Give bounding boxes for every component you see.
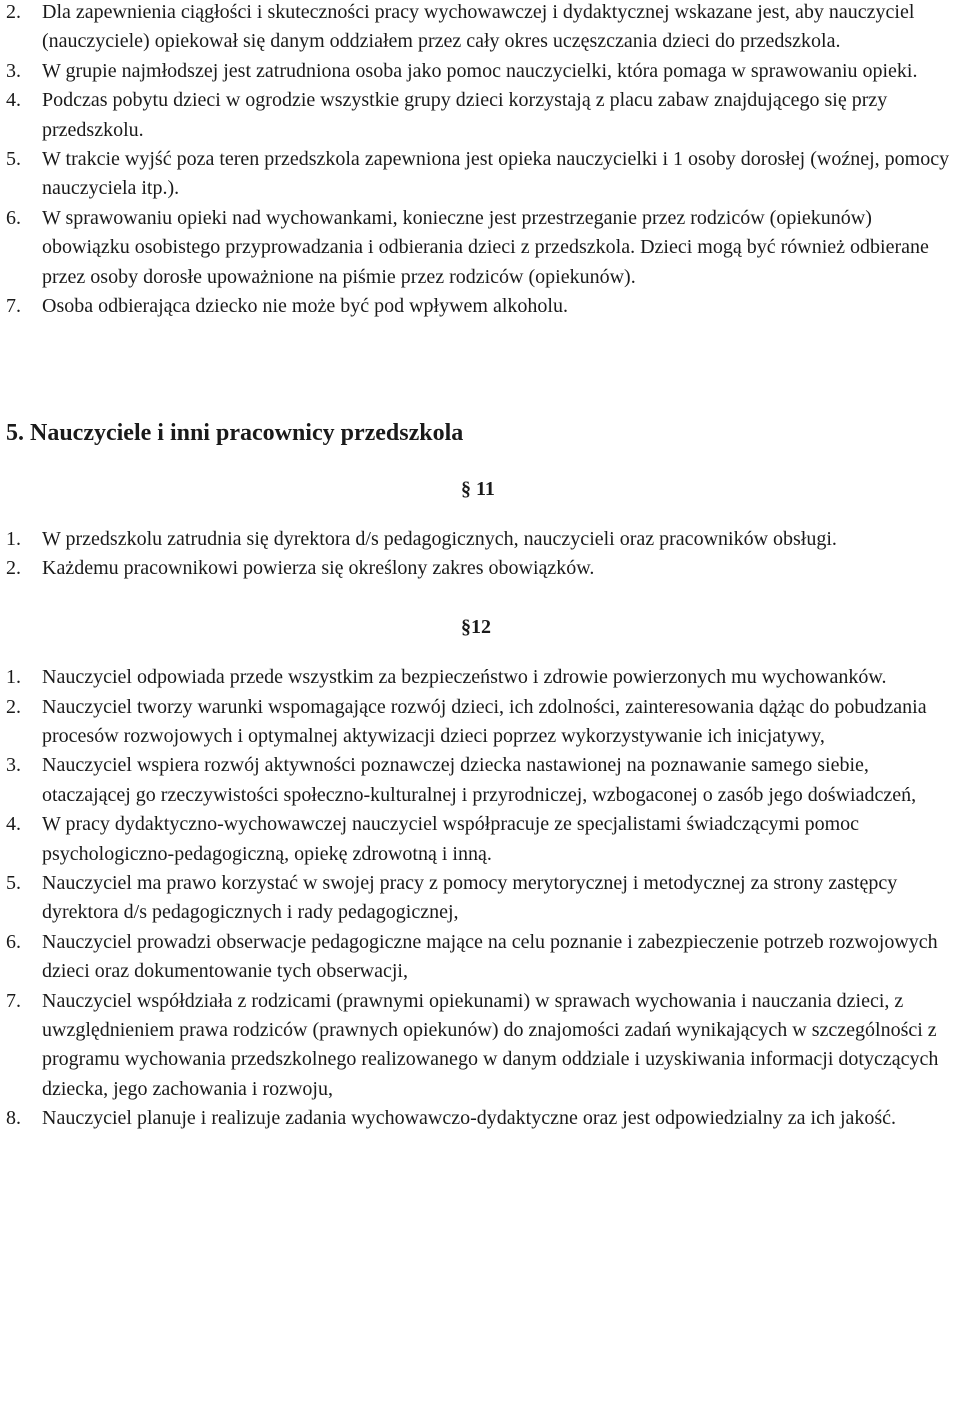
paragraph-mark-11: § 11 bbox=[461, 478, 495, 501]
item-text: W sprawowaniu opieki nad wychowankami, konieczne jest przestrzeganie przez rodziców (opiekunów) obowiązku osobistego przyprowadzania i odbierania dzieci z przedszkola. Dzieci mogą być również odbierane przez osoby dorosłe upoważnione na piśmie przez rodziców (opiekunów). bbox=[42, 206, 929, 288]
list-item bbox=[6, 292, 956, 321]
item-text: Nauczyciel odpowiada przede wszystkim za bezpieczeństwo i zdrowie powierzonych mu wychowanków. bbox=[42, 666, 887, 689]
item-text: Nauczyciel prowadzi obserwacje pedagogiczne mające na celu poznanie i zabezpieczenie potrzeb rozwojowych dzieci oraz dokumentowanie tych obserwacji, bbox=[42, 930, 938, 983]
item-text: W grupie najmłodszej jest zatrudniona osoba jako pomoc nauczycielki, która pomaga w sprawowaniu opieki. bbox=[42, 59, 918, 82]
item-text: W pracy dydaktyczno-wychowawczej nauczyciel współpracuje ze specjalistami świadczącymi pomoc psychologiczno-pedagogiczną, opiekę zdrowotną i inną. bbox=[42, 813, 860, 865]
item-text: Nauczyciel wspiera rozwój aktywności poznawczej dziecka nastawionej na poznawanie samego siebie, otaczającej go rzeczywistości społeczno-kulturalnej i przyrodniczej, wzbogaconej o zasób jego doświadczeń, bbox=[42, 754, 917, 806]
item-text: Nauczyciel planuje i realizuje zadania wychowawczo-dydaktyczne oraz jest odpowiedzialny za ich jakość. bbox=[42, 1107, 897, 1130]
section-heading: 5. Nauczyciele i inni pracownicy przedszkola bbox=[6, 420, 464, 447]
item-number: 5. bbox=[6, 148, 21, 171]
item-number: 2. bbox=[6, 1, 21, 23]
item-number: 1. bbox=[6, 666, 21, 689]
list-item bbox=[6, 693, 956, 752]
item-number: 1. bbox=[6, 527, 21, 550]
item-text: Każdemu pracownikowi powierza się określony zakres obowiązków. bbox=[42, 557, 595, 580]
list-item bbox=[6, 0, 956, 57]
list-item bbox=[6, 869, 956, 928]
item-text: Podczas pobytu dzieci w ogrodzie wszystkie grupy dzieci korzystają z placu zabaw znajdującego się przy przedszkolu. bbox=[42, 89, 888, 141]
item-number: 7. bbox=[6, 989, 21, 1012]
list-item bbox=[6, 525, 956, 554]
item-text: Nauczyciel ma prawo korzystać w swojej pracy z pomocy merytorycznej i metodycznej za strony zastępcy dyrektora d/s pedagogicznych i rady pedagogicznej, bbox=[42, 871, 898, 924]
item-text: Osoba odbierająca dziecko nie może być pod wpływem alkoholu. bbox=[42, 295, 568, 318]
list-block-1 bbox=[6, 0, 956, 321]
item-text: Nauczyciel współdziała z rodzicami (prawnymi opiekunami) w sprawach wychowania i nauczania dzieci, z uwzględnieniem prawa rodziców (prawnych opiekunów) do znajomości zadań wynikających w szczególności z programu wychowania przedszkolnego realizowanego w danym oddziale i uzyskiwania informacji dotyczących dziecka, jego zachowania i rozwoju, bbox=[42, 989, 939, 1100]
list-item bbox=[6, 663, 956, 692]
list-item bbox=[6, 86, 956, 145]
item-number: 3. bbox=[6, 754, 21, 777]
list-par-12 bbox=[6, 663, 956, 1134]
list-item bbox=[6, 810, 956, 869]
list-item bbox=[6, 145, 956, 204]
item-number: 6. bbox=[6, 206, 21, 229]
item-text: W przedszkolu zatrudnia się dyrektora d/s pedagogicznych, nauczycieli oraz pracowników obsługi. bbox=[42, 527, 837, 550]
item-number: 7. bbox=[6, 295, 21, 318]
list-item bbox=[6, 204, 956, 292]
item-number: 6. bbox=[6, 930, 21, 953]
item-text: Nauczyciel tworzy warunki wspomagające rozwój dzieci, ich zdolności, zainteresowania dążąc do pobudzania procesów rozwojowych i optymalnej aktywizacji dzieci poprzez wykorzystywanie ich inicjatywy, bbox=[42, 695, 927, 747]
item-number: 3. bbox=[6, 59, 21, 82]
item-text: W trakcie wyjść poza teren przedszkola zapewniona jest opieka nauczycielki i 1 osoby dorosłej (woźnej, pomocy nauczyciela itp.). bbox=[42, 148, 950, 200]
item-number: 4. bbox=[6, 89, 21, 112]
document-page bbox=[6, 0, 956, 1134]
item-number: 4. bbox=[6, 813, 21, 836]
list-item bbox=[6, 928, 956, 987]
item-number: 2. bbox=[6, 695, 21, 718]
list-par-11 bbox=[6, 525, 956, 584]
list-item bbox=[6, 57, 956, 86]
list-item bbox=[6, 751, 956, 810]
list-item bbox=[6, 987, 956, 1105]
item-number: 8. bbox=[6, 1107, 21, 1130]
paragraph-mark-12: §12 bbox=[461, 615, 491, 638]
item-number: 5. bbox=[6, 871, 21, 894]
list-item bbox=[6, 554, 956, 583]
list-item bbox=[6, 1104, 956, 1133]
item-text: Dla zapewnienia ciągłości i skuteczności pracy wychowawczej i dydaktycznej wskazane jest, aby nauczyciel (nauczyciele) opiekował się danym oddziałem przez cały okres uczęszczania dzieci do przedszkola. bbox=[42, 1, 915, 53]
item-number: 2. bbox=[6, 557, 21, 580]
